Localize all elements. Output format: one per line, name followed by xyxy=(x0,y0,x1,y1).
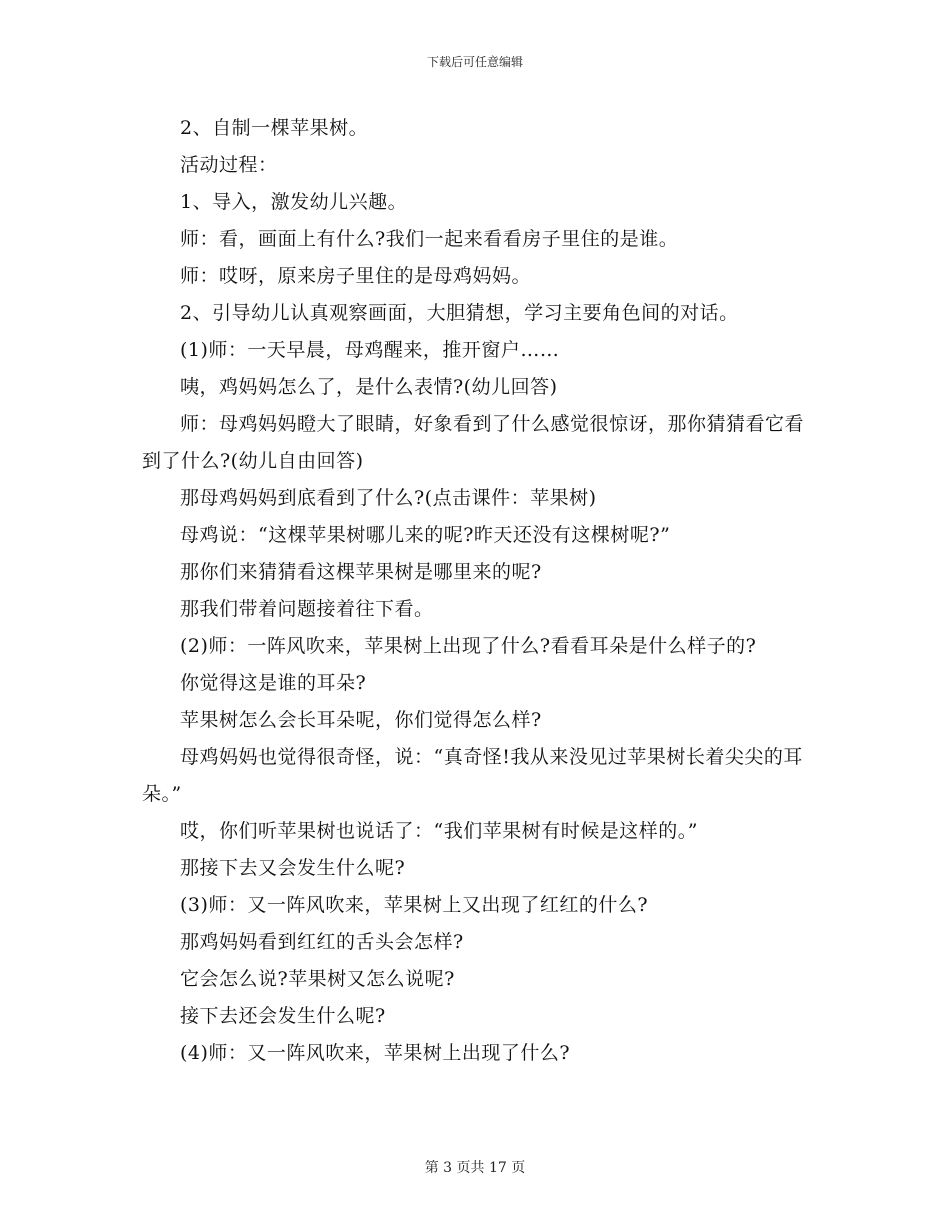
paragraph: 苹果树怎么会长耳朵呢，你们觉得怎么样? xyxy=(180,709,542,731)
paragraph: 它会怎么说?苹果树又怎么说呢? xyxy=(180,968,455,990)
paragraph: 母鸡说：“这棵苹果树哪儿来的呢?昨天还没有这棵树呢?” xyxy=(180,524,671,546)
paragraph: (1)师：一天早晨，母鸡醒来，推开窗户…… xyxy=(180,339,560,361)
paragraph: 1、导入，激发幼儿兴趣。 xyxy=(180,191,408,213)
paragraph: (3)师：又一阵风吹来，苹果树上又出现了红红的什么? xyxy=(180,894,649,916)
paragraph: 那我们带着问题接着往下看。 xyxy=(180,598,434,620)
paragraph: 师：哎呀，原来房子里住的是母鸡妈妈。 xyxy=(180,265,532,287)
paragraph: 师：母鸡妈妈瞪大了眼睛，好象看到了什么感觉很惊讶，那你猜猜看它看到了什么?(幼儿自由回答) xyxy=(142,413,805,472)
document-body xyxy=(142,110,810,1072)
paragraph: 哎，你们听苹果树也说话了：“我们苹果树有时候是这样的。” xyxy=(180,820,698,842)
paragraph: 那鸡妈妈看到红红的舌头会怎样? xyxy=(180,931,464,953)
paragraph: (2)师：一阵风吹来，苹果树上出现了什么?看看耳朵是什么样子的? xyxy=(180,635,757,657)
paragraph: 那母鸡妈妈到底看到了什么?(点击课件：苹果树) xyxy=(180,487,597,509)
paragraph: (4)师：又一阵风吹来，苹果树上出现了什么? xyxy=(180,1042,571,1064)
paragraph: 那接下去又会发生什么呢? xyxy=(180,857,406,879)
paragraph: 师：看，画面上有什么?我们一起来看看房子里住的是谁。 xyxy=(180,228,679,250)
paragraph: 2、引导幼儿认真观察画面，大胆猜想，学习主要角色间的对话。 xyxy=(180,302,739,324)
paragraph: 活动过程： xyxy=(180,154,278,176)
paragraph: 接下去还会发生什么呢? xyxy=(180,1005,386,1027)
paragraph: 那你们来猜猜看这棵苹果树是哪里来的呢? xyxy=(180,561,542,583)
paragraph: 咦，鸡妈妈怎么了，是什么表情?(幼儿回答) xyxy=(180,376,558,398)
paragraph: 母鸡妈妈也觉得很奇怪，说：“真奇怪!我从来没见过苹果树长着尖尖的耳朵。” xyxy=(142,746,803,805)
paragraph: 你觉得这是谁的耳朵? xyxy=(180,672,367,694)
paragraph: 2、自制一棵苹果树。 xyxy=(180,117,369,139)
page-header: 下载后可任意编辑 xyxy=(426,55,523,69)
page-number: 第 3 页共 17 页 xyxy=(424,1160,526,1176)
